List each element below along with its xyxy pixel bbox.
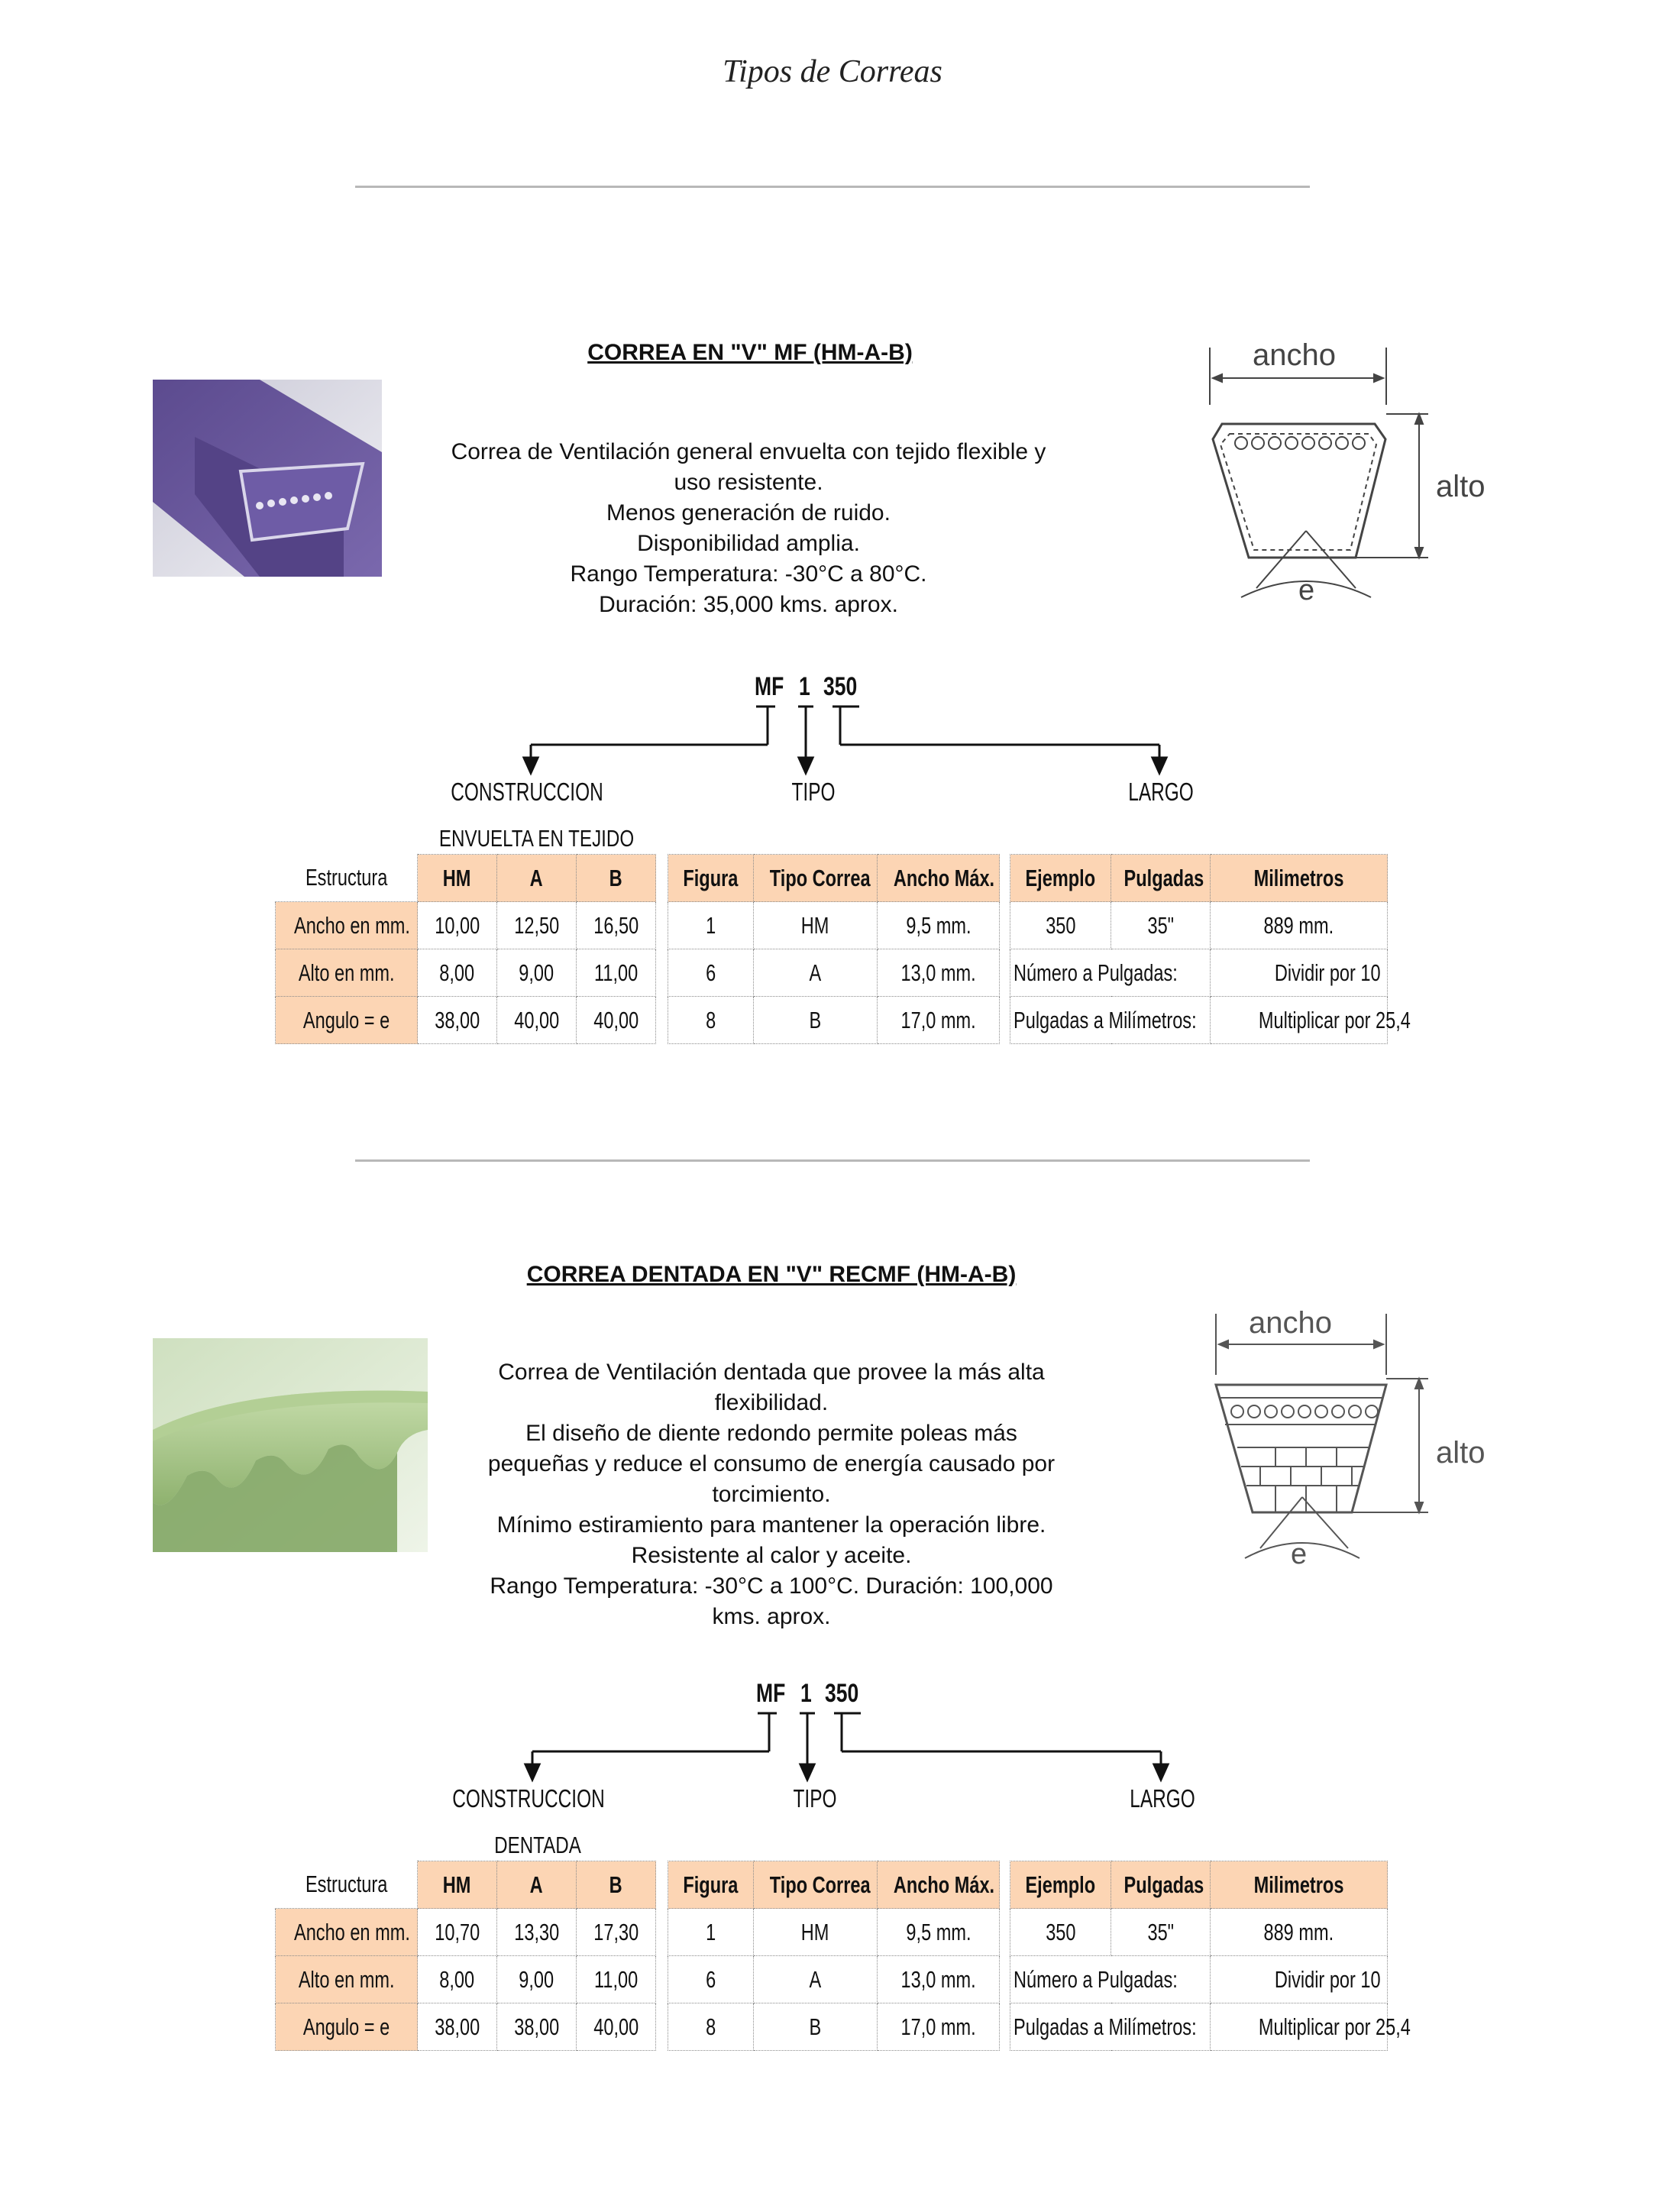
section-heading-mf: CORREA EN "V" MF (HM-A-B) [587,340,913,365]
table-cell: 9,00 [497,1956,577,2003]
length-table [1010,1861,1411,2051]
table-row [668,949,1000,997]
table-cell: Número a Pulgadas: [1010,1956,1211,2003]
section-divider [355,1159,1310,1162]
table-row [668,1956,1000,2003]
table-cell: 38,00 [418,2003,497,2051]
description-line: Rango Temperatura: -30°C a 100°C. Duración: 100,000 [490,1573,1053,1599]
row-header-cell: Angulo = e [276,997,418,1044]
code-part-length: 350 [823,672,858,701]
table-row [276,949,656,997]
table-cell: 11,00 [577,1956,656,2003]
branch-label-length: LARGO [1128,778,1194,806]
table-cell: 8 [668,2003,754,2051]
table-row [668,1909,1000,1956]
table-header-cell: Ancho Máx. [878,855,1000,902]
table-cell: 9,00 [497,949,577,997]
construction-type-label: DENTADA [494,1832,581,1858]
table-header-cell: Ejemplo [1010,855,1111,902]
table-row [1010,902,1388,949]
table-row [668,902,1000,949]
table-header-cell: A [497,1861,577,1909]
description-line: Disponibilidad amplia. [637,531,860,556]
row-header-cell: Ancho en mm. [276,902,418,949]
description-line: Correa de Ventilación general envuelta con tejido flexible y [451,439,1046,464]
table-cell: 17,0 mm. [878,997,1000,1044]
table-cell: 8 [668,997,754,1044]
table-header-cell: Estructura [276,855,418,902]
table-cell: 10,00 [418,902,497,949]
description-line: El diseño de diente redondo permite poleas más [525,1421,1017,1446]
description-line: Correa de Ventilación dentada que provee la más alta [498,1360,1045,1385]
table-header-cell: HM [418,1861,497,1909]
table-cell: 8,00 [418,1956,497,2003]
table-cell: 8,00 [418,949,497,997]
table-cell: HM [754,902,878,949]
construction-type-label: ENVUELTA EN TEJIDO [438,825,635,852]
description-line: Duración: 35,000 kms. aprox. [599,592,898,617]
table-row [668,997,1000,1044]
belt-cross-section-diagram [1199,1302,1512,1577]
description-line: Mínimo estiramiento para mantener la operación libre. [496,1512,1046,1538]
table-header-cell: B [577,855,656,902]
table-cell: A [754,949,878,997]
table-cell: Multiplicar por 25,4 [1211,2003,1388,2051]
table-cell: 889 mm. [1211,1909,1388,1956]
table-cell: 40,00 [577,997,656,1044]
table-cell: Multiplicar por 25,4 [1211,997,1388,1044]
row-header-cell: Ancho en mm. [276,1909,418,1956]
table-cell: 6 [668,1956,754,2003]
table-header-cell: Estructura [276,1861,418,1909]
diagram-width-label: ancho [1249,1306,1332,1340]
row-header-cell: Angulo = e [276,2003,418,2051]
table-cell: 17,0 mm. [878,2003,1000,2051]
table-cell: 10,70 [418,1909,497,1956]
table-header-cell: Pulgadas [1111,1861,1211,1909]
table-header-cell: Tipo Correa [754,855,878,902]
branch-label-type: TIPO [791,778,836,806]
description-line: kms. aprox. [712,1604,831,1629]
type-table [668,1861,1000,2051]
row-header-cell: Alto en mm. [276,949,418,997]
description-line: torcimiento. [712,1482,831,1507]
table-cell: A [754,1956,878,2003]
section-description-mf [405,437,1092,620]
table-row [276,1956,656,2003]
code-part-type: 1 [799,672,810,701]
table-row [1010,1956,1388,2003]
table-cell: 13,30 [497,1909,577,1956]
diagram-height-label: alto [1436,1436,1486,1470]
structure-table [275,854,656,1044]
table-row [668,2003,1000,2051]
section-heading-recmf: CORREA DENTADA EN "V" RECMF (HM-A-B) [526,1262,1017,1287]
section-divider [355,186,1310,188]
table-cell: 13,0 mm. [878,949,1000,997]
table-cell: Pulgadas a Milímetros: [1010,997,1211,1044]
length-table [1010,854,1411,1044]
table-cell: 889 mm. [1211,902,1388,949]
row-header-cell: Alto en mm. [276,1956,418,2003]
table-header-cell: Figura [668,855,754,902]
table-cell: 35" [1111,1909,1211,1956]
table-row [1010,1909,1388,1956]
type-table [668,854,1000,1044]
table-cell: 35" [1111,902,1211,949]
diagram-angle-label: e [1291,1538,1308,1570]
table-cell: Número a Pulgadas: [1010,949,1211,997]
table-row [276,2003,656,2051]
table-row [1010,949,1388,997]
page-title: Tipos de Correas [723,54,942,89]
table-cell: 1 [668,1909,754,1956]
table-header-cell: Figura [668,1861,754,1909]
table-header-cell: A [497,855,577,902]
belt-photo-toothed [153,1338,428,1552]
description-line: Rango Temperatura: -30°C a 80°C. [570,561,927,587]
table-cell: 12,50 [497,902,577,949]
description-line: Resistente al calor y aceite. [631,1543,912,1568]
branch-label-construction: CONSTRUCCION [451,778,603,806]
belt-photo-wrapped [153,380,382,577]
table-header-cell: B [577,1861,656,1909]
table-cell: 13,0 mm. [878,1956,1000,2003]
table-cell: 17,30 [577,1909,656,1956]
description-line: flexibilidad. [714,1390,829,1415]
code-part-length: 350 [825,1679,859,1708]
table-cell: 40,00 [577,2003,656,2051]
table-header-cell: Ejemplo [1010,1861,1111,1909]
description-line: Menos generación de ruido. [606,500,891,526]
table-cell: Pulgadas a Milímetros: [1010,2003,1211,2051]
table-cell: 40,00 [497,997,577,1044]
table-row [276,902,656,949]
code-part-series: MF [756,1679,786,1708]
table-cell: B [754,997,878,1044]
table-cell: HM [754,1909,878,1956]
description-line: pequeñas y reduce el consumo de energía causado por [487,1451,1056,1476]
table-cell: 38,00 [497,2003,577,2051]
belt-cross-section-diagram [1199,336,1512,619]
diagram-height-label: alto [1436,470,1486,503]
table-cell: 350 [1010,1909,1111,1956]
table-cell: 16,50 [577,902,656,949]
table-header-cell: HM [418,855,497,902]
table-row [276,997,656,1044]
table-cell: B [754,2003,878,2051]
branch-label-construction: CONSTRUCCION [452,1784,605,1813]
table-cell: 1 [668,902,754,949]
diagram-width-label: ancho [1253,338,1336,372]
table-header-cell: Pulgadas [1111,855,1211,902]
description-line: uso resistente. [674,470,823,495]
table-row [1010,997,1388,1044]
table-header-cell: Milimetros [1211,1861,1388,1909]
table-cell: 6 [668,949,754,997]
table-header-cell: Milimetros [1211,855,1388,902]
table-row [1010,2003,1388,2051]
branch-label-length: LARGO [1130,1784,1195,1813]
table-cell: Dividir por 10 [1211,1956,1388,2003]
structure-table [275,1861,656,2051]
table-cell: Dividir por 10 [1211,949,1388,997]
code-part-type: 1 [800,1679,812,1708]
branch-label-type: TIPO [793,1784,837,1813]
diagram-angle-label: e [1298,574,1315,606]
table-row [276,1909,656,1956]
section-description-recmf [435,1357,1107,1632]
table-header-cell: Ancho Máx. [878,1861,1000,1909]
table-cell: 350 [1010,902,1111,949]
table-cell: 9,5 mm. [878,902,1000,949]
table-cell: 11,00 [577,949,656,997]
table-header-cell: Tipo Correa [754,1861,878,1909]
table-cell: 38,00 [418,997,497,1044]
code-part-series: MF [755,672,784,701]
table-cell: 9,5 mm. [878,1909,1000,1956]
